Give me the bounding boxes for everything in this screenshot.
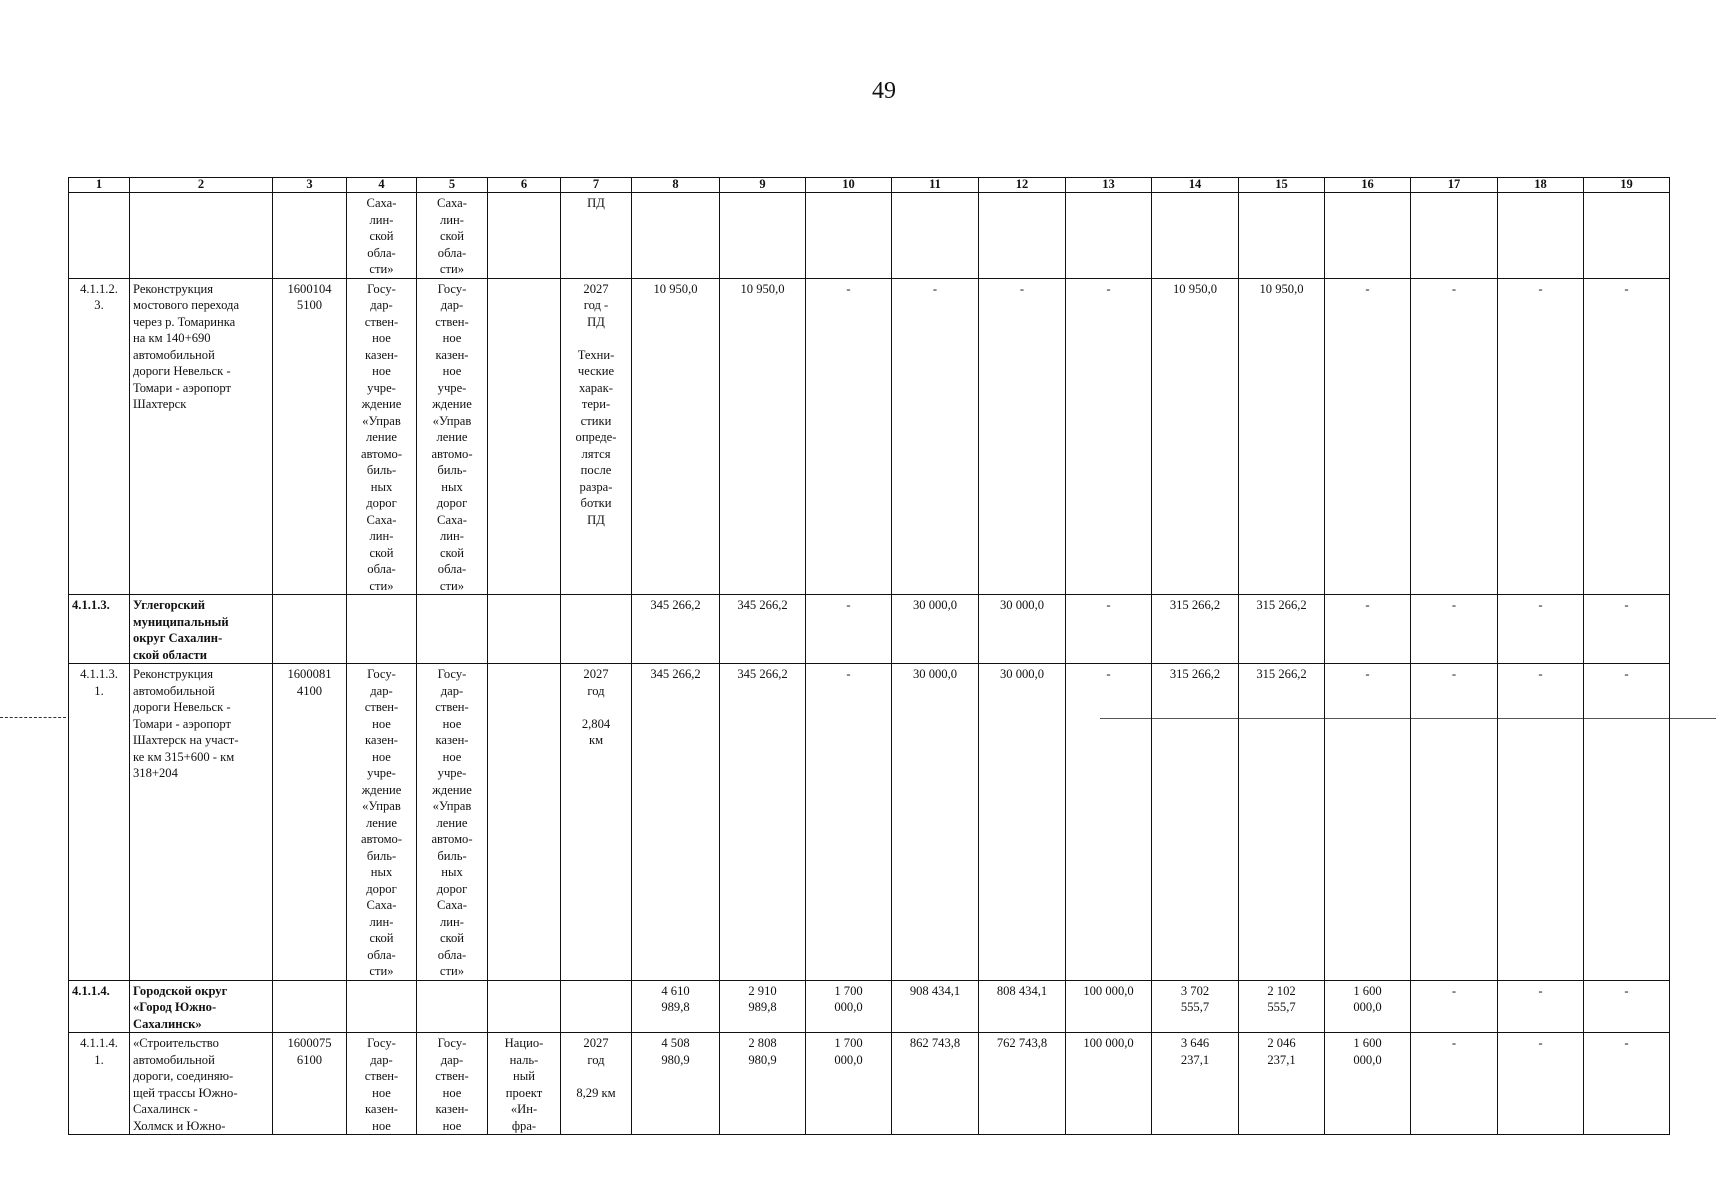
table-cell: Госу- дар- ствен- ное казен- ное учре- ждение «Управ ление автомо- биль- ных дорог Саха- лин- ской обла- сти» (417, 664, 488, 981)
table-cell: 30 000,0 (892, 595, 979, 664)
column-header: 19 (1584, 178, 1670, 193)
table-cell: 862 743,8 (892, 1033, 979, 1135)
table-cell: Саха- лин- ской обла- сти» (417, 193, 488, 279)
table-cell: 345 266,2 (720, 664, 806, 981)
table-cell: - (1498, 980, 1584, 1033)
table-row (69, 193, 1670, 279)
table-cell (979, 193, 1066, 279)
table-cell: - (1498, 664, 1584, 981)
table-row (69, 278, 1670, 595)
table-cell: 4 508 980,9 (632, 1033, 720, 1135)
header-row (69, 178, 1670, 193)
table-cell (1498, 193, 1584, 279)
table-row (69, 664, 1670, 981)
table-cell: 2027 год 8,29 км (561, 1033, 632, 1135)
table-cell: 10 950,0 (1152, 278, 1239, 595)
table-cell: - (1325, 595, 1411, 664)
table-cell (892, 193, 979, 279)
data-table (68, 177, 1670, 1135)
table-cell: 100 000,0 (1066, 1033, 1152, 1135)
column-header: 16 (1325, 178, 1411, 193)
table-cell: 2 102 555,7 (1239, 980, 1325, 1033)
column-header: 1 (69, 178, 130, 193)
table-row (69, 595, 1670, 664)
table-cell: - (1325, 278, 1411, 595)
table-cell: 30 000,0 (979, 664, 1066, 981)
column-header: 14 (1152, 178, 1239, 193)
table-cell: 908 434,1 (892, 980, 979, 1033)
table-cell (130, 193, 273, 279)
table-cell: Госу- дар- ствен- ное казен- ное учре- ждение «Управ ление автомо- биль- ных дорог Саха- лин- ской обла- сти» (347, 664, 417, 981)
column-header: 9 (720, 178, 806, 193)
column-header: 2 (130, 178, 273, 193)
table-cell: - (1584, 278, 1670, 595)
table-cell: «Строительство автомобильной дороги, соединяю- щей трассы Южно- Сахалинск - Холмск и Южно- (130, 1033, 273, 1135)
table-cell: 10 950,0 (720, 278, 806, 595)
column-header: 7 (561, 178, 632, 193)
table-cell: 345 266,2 (720, 595, 806, 664)
table-cell: 315 266,2 (1239, 595, 1325, 664)
table-cell: 315 266,2 (1152, 595, 1239, 664)
table-cell: - (1584, 1033, 1670, 1135)
table-cell (488, 980, 561, 1033)
table-cell (561, 980, 632, 1033)
table-cell: 4 610 989,8 (632, 980, 720, 1033)
column-header: 13 (1066, 178, 1152, 193)
table-cell: - (806, 664, 892, 981)
table-cell: 315 266,2 (1152, 664, 1239, 981)
table-cell: Госу- дар- ствен- ное казен- ное (347, 1033, 417, 1135)
table-cell: 10 950,0 (632, 278, 720, 595)
table-cell: 345 266,2 (632, 664, 720, 981)
table-cell (720, 193, 806, 279)
table-cell: 30 000,0 (892, 664, 979, 981)
table-cell (488, 595, 561, 664)
table-cell: Реконструкция мостового перехода через р. Томаринка на км 140+690 автомобильной дороги Невельск - Томари - аэропорт Шахтерск (130, 278, 273, 595)
table-cell: 3 702 555,7 (1152, 980, 1239, 1033)
table-cell: 4.1.1.4. 1. (69, 1033, 130, 1135)
table-cell: - (1411, 980, 1498, 1033)
column-header: 12 (979, 178, 1066, 193)
table-cell: 4.1.1.2. 3. (69, 278, 130, 595)
table-cell (488, 278, 561, 595)
table-cell (1411, 193, 1498, 279)
table-cell (69, 193, 130, 279)
table-cell: - (1411, 664, 1498, 981)
table-cell: 762 743,8 (979, 1033, 1066, 1135)
table-cell (488, 193, 561, 279)
table-cell (417, 595, 488, 664)
table-cell: - (1066, 595, 1152, 664)
table-cell (273, 193, 347, 279)
table-cell (1239, 193, 1325, 279)
table-cell: 315 266,2 (1239, 664, 1325, 981)
scan-artifact-line (0, 717, 66, 718)
column-header: 4 (347, 178, 417, 193)
table-cell (273, 595, 347, 664)
table-cell: 1600081 4100 (273, 664, 347, 981)
table-cell: - (1498, 278, 1584, 595)
table-cell: - (1584, 980, 1670, 1033)
table-cell: 3 646 237,1 (1152, 1033, 1239, 1135)
column-header: 15 (1239, 178, 1325, 193)
table-cell: 2 046 237,1 (1239, 1033, 1325, 1135)
table-cell (347, 980, 417, 1033)
table-cell: 2027 год - ПД Техни- ческие харак- тери- стики опреде- лятся после разра- ботки ПД (561, 278, 632, 595)
table-cell (488, 664, 561, 981)
column-header: 10 (806, 178, 892, 193)
table-cell: 4.1.1.4. (69, 980, 130, 1033)
table-cell: 4.1.1.3. 1. (69, 664, 130, 981)
table-cell: - (1498, 595, 1584, 664)
table-cell: 1 700 000,0 (806, 980, 892, 1033)
table-cell: ПД (561, 193, 632, 279)
table-cell: 30 000,0 (979, 595, 1066, 664)
column-header: 18 (1498, 178, 1584, 193)
table-cell (1066, 193, 1152, 279)
table-row (69, 980, 1670, 1033)
table-cell: Реконструкция автомобильной дороги Невельск - Томари - аэропорт Шахтерск на участ- ке км 315+600 - км 318+204 (130, 664, 273, 981)
table-cell: - (1066, 278, 1152, 595)
table-row (69, 1033, 1670, 1135)
table-cell: 10 950,0 (1239, 278, 1325, 595)
table-cell: Госу- дар- ствен- ное казен- ное учре- ждение «Управ ление автомо- биль- ных дорог Саха- лин- ской обла- сти» (347, 278, 417, 595)
table-cell: - (892, 278, 979, 595)
table-cell (1325, 193, 1411, 279)
table-cell: 1600075 6100 (273, 1033, 347, 1135)
table-cell (273, 980, 347, 1033)
table-cell: - (1498, 1033, 1584, 1135)
table-cell: - (1584, 595, 1670, 664)
table-cell (1152, 193, 1239, 279)
table-cell (632, 193, 720, 279)
table-cell: Нацио- наль- ный проект «Ин- фра- (488, 1033, 561, 1135)
table-cell (561, 595, 632, 664)
table-cell: 2 910 989,8 (720, 980, 806, 1033)
data-table-container (68, 177, 1670, 1135)
table-cell: 2 808 980,9 (720, 1033, 806, 1135)
column-header: 6 (488, 178, 561, 193)
table-cell: Углегорский муниципальный округ Сахалин- ской области (130, 595, 273, 664)
table-cell (1584, 193, 1670, 279)
column-header: 11 (892, 178, 979, 193)
table-cell: 1 600 000,0 (1325, 1033, 1411, 1135)
table-cell: - (1584, 664, 1670, 981)
table-cell: 100 000,0 (1066, 980, 1152, 1033)
table-cell: - (1411, 595, 1498, 664)
column-header: 8 (632, 178, 720, 193)
table-cell: Госу- дар- ствен- ное казен- ное учре- ждение «Управ ление автомо- биль- ных дорог Саха- лин- ской обла- сти» (417, 278, 488, 595)
table-cell (417, 980, 488, 1033)
table-cell: Саха- лин- ской обла- сти» (347, 193, 417, 279)
table-cell: Госу- дар- ствен- ное казен- ное (417, 1033, 488, 1135)
table-cell: - (979, 278, 1066, 595)
table-cell: - (1411, 278, 1498, 595)
page-number: 49 (872, 78, 896, 104)
column-header: 5 (417, 178, 488, 193)
table-cell: 345 266,2 (632, 595, 720, 664)
table-cell: - (1066, 664, 1152, 981)
table-cell: Городской округ «Город Южно- Сахалинск» (130, 980, 273, 1033)
table-cell: 808 434,1 (979, 980, 1066, 1033)
table-cell (806, 193, 892, 279)
column-header: 3 (273, 178, 347, 193)
table-cell: 1 700 000,0 (806, 1033, 892, 1135)
table-cell (347, 595, 417, 664)
table-cell: 2027 год 2,804 км (561, 664, 632, 981)
table-cell: - (806, 595, 892, 664)
table-cell: - (1411, 1033, 1498, 1135)
column-header: 17 (1411, 178, 1498, 193)
table-cell: 1600104 5100 (273, 278, 347, 595)
table-cell: 4.1.1.3. (69, 595, 130, 664)
table-cell: - (806, 278, 892, 595)
table-cell: 1 600 000,0 (1325, 980, 1411, 1033)
table-cell: - (1325, 664, 1411, 981)
